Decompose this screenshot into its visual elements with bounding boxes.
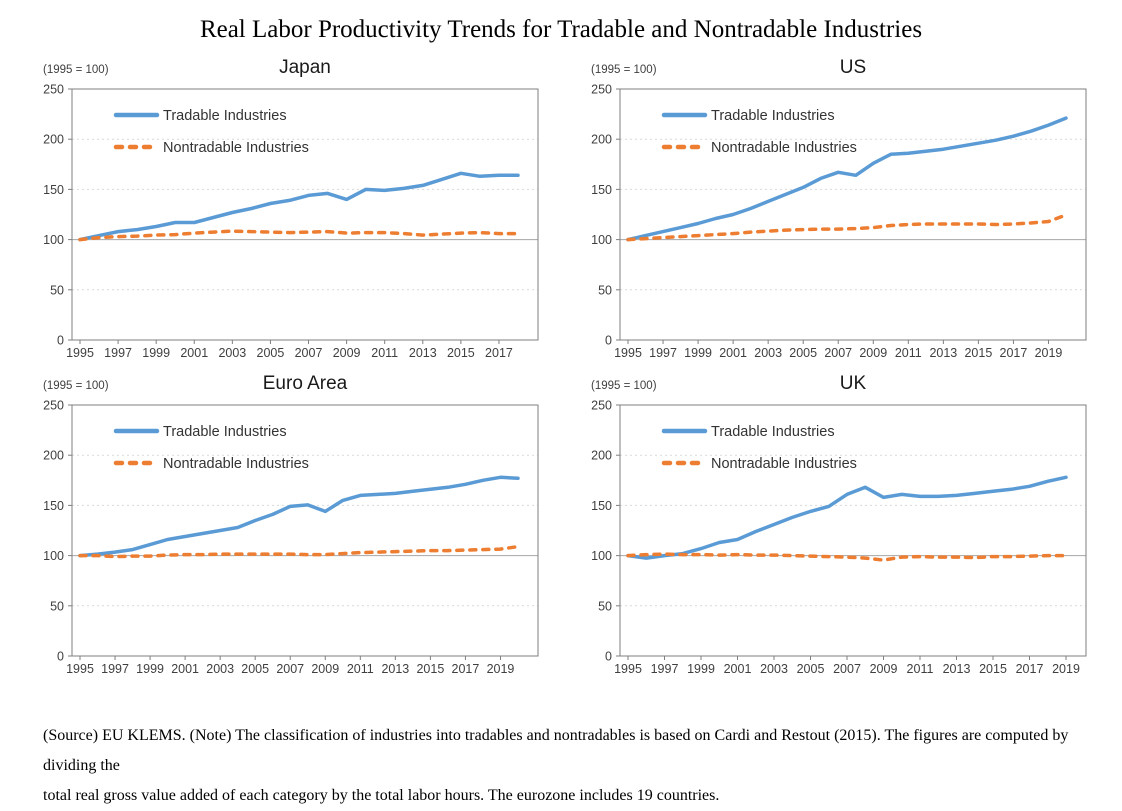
legend-tradable-label: Tradable Industries xyxy=(711,424,835,440)
chart-title-japan: Japan xyxy=(279,57,331,78)
x-axis-label: 2003 xyxy=(760,662,788,676)
y-axis-label: 100 xyxy=(591,549,612,564)
chart-panel-uk xyxy=(578,373,1108,681)
y-axis-label: 100 xyxy=(43,549,64,564)
x-axis-label: 2001 xyxy=(719,346,748,360)
x-axis-label: 2013 xyxy=(929,346,958,360)
y-axis-label: 50 xyxy=(50,283,64,298)
axis-unit-note: (1995 = 100) xyxy=(43,380,109,392)
y-axis-label: 200 xyxy=(43,132,64,147)
x-axis-label: 1999 xyxy=(684,346,712,360)
chart-panel-us xyxy=(578,57,1108,365)
x-axis-label: 2007 xyxy=(824,346,853,360)
y-axis-label: 50 xyxy=(598,283,612,298)
chart-title-euro-area: Euro Area xyxy=(262,373,348,394)
y-axis-label: 200 xyxy=(591,448,612,463)
y-axis-label: 150 xyxy=(43,182,64,197)
x-axis-label: 2009 xyxy=(869,662,898,676)
x-axis-label: 2007 xyxy=(276,662,305,676)
y-axis-label: 250 xyxy=(43,398,64,413)
nontradable-line xyxy=(628,215,1066,240)
legend-nontradable-label: Nontradable Industries xyxy=(163,140,309,156)
chart-panel-japan xyxy=(30,57,560,365)
x-axis-label: 1999 xyxy=(687,662,715,676)
y-axis-label: 150 xyxy=(591,182,612,197)
x-axis-label: 2001 xyxy=(171,662,200,676)
x-axis-label: 2017 xyxy=(999,346,1028,360)
y-axis-label: 200 xyxy=(591,132,612,147)
chart-title-us: US xyxy=(839,57,867,78)
x-axis-label: 1999 xyxy=(136,662,164,676)
plot-us xyxy=(578,60,1108,365)
page-title: Real Labor Productivity Trends for Tradable and Nontradable Industries xyxy=(199,16,923,43)
y-axis-label: 250 xyxy=(591,398,612,413)
x-axis-label: 1995 xyxy=(614,346,642,360)
y-axis-label: 50 xyxy=(598,599,612,614)
nontradable-line xyxy=(80,547,518,557)
y-axis-label: 250 xyxy=(591,82,612,97)
x-axis-label: 1995 xyxy=(66,662,94,676)
x-axis-label: 2017 xyxy=(1015,662,1044,676)
y-axis-label: 150 xyxy=(43,498,64,513)
y-axis-label: 50 xyxy=(50,599,64,614)
x-axis-label: 1997 xyxy=(101,662,129,676)
x-axis-label: 2017 xyxy=(451,662,480,676)
x-axis-label: 2011 xyxy=(346,662,374,676)
y-axis-label: 150 xyxy=(591,498,612,513)
x-axis-label: 1997 xyxy=(649,346,677,360)
x-axis-label: 1995 xyxy=(66,346,94,360)
x-axis-label: 2009 xyxy=(332,346,361,360)
plot-japan xyxy=(30,60,560,365)
x-axis-label: 1999 xyxy=(142,346,171,360)
x-axis-label: 1997 xyxy=(650,662,679,676)
legend-nontradable-label: Nontradable Industries xyxy=(163,456,309,472)
axis-unit-note: (1995 = 100) xyxy=(591,380,657,392)
legend-nontradable-label: Nontradable Industries xyxy=(711,140,857,156)
plot-border xyxy=(620,405,1086,656)
x-axis-label: 2019 xyxy=(1052,662,1080,676)
plot-border xyxy=(72,89,538,340)
tradable-line xyxy=(628,477,1066,558)
x-axis-label: 2007 xyxy=(294,346,323,360)
x-axis-label: 2011 xyxy=(371,346,399,360)
x-axis-label: 2015 xyxy=(446,346,475,360)
chart-panel-euro-area xyxy=(30,373,560,681)
x-axis-label: 2005 xyxy=(256,346,285,360)
x-axis-label: 2013 xyxy=(381,662,410,676)
chart-title-uk: UK xyxy=(839,373,867,394)
y-axis-label: 100 xyxy=(591,233,612,248)
x-axis-label: 2019 xyxy=(486,662,515,676)
x-axis-label: 2005 xyxy=(241,662,270,676)
y-axis-label: 250 xyxy=(43,82,64,97)
y-axis-label: 200 xyxy=(43,448,64,463)
x-axis-label: 2011 xyxy=(894,346,922,360)
legend-tradable-label: Tradable Industries xyxy=(163,108,287,124)
plot-uk xyxy=(578,376,1108,681)
legend-tradable-label: Tradable Industries xyxy=(711,108,835,124)
tradable-line xyxy=(80,477,518,555)
x-axis-label: 2003 xyxy=(206,662,235,676)
axis-unit-note: (1995 = 100) xyxy=(591,64,657,76)
tradable-line xyxy=(628,118,1066,240)
nontradable-line xyxy=(80,231,518,240)
plot-border xyxy=(620,89,1086,340)
y-axis-label: 0 xyxy=(605,649,612,664)
source-note xyxy=(43,721,1113,811)
y-axis-label: 0 xyxy=(605,333,612,348)
legend-nontradable-label: Nontradable Industries xyxy=(711,456,857,472)
x-axis-label: 2013 xyxy=(942,662,971,676)
x-axis-label: 2003 xyxy=(218,346,247,360)
y-axis-label: 0 xyxy=(57,649,64,664)
source-note-line-2: total real gross value added of each category by the total labor hours. The eurozone includes 19 countries. xyxy=(43,787,720,804)
x-axis-label: 2019 xyxy=(1034,346,1063,360)
plot-border xyxy=(72,405,538,656)
x-axis-label: 2005 xyxy=(789,346,818,360)
x-axis-label: 2011 xyxy=(906,662,934,676)
x-axis-label: 2009 xyxy=(859,346,888,360)
y-axis-label: 100 xyxy=(43,233,64,248)
tradable-line xyxy=(80,173,518,239)
x-axis-label: 2015 xyxy=(979,662,1007,676)
x-axis-label: 2007 xyxy=(833,662,861,676)
legend-tradable-label: Tradable Industries xyxy=(163,424,287,440)
x-axis-label: 1997 xyxy=(104,346,132,360)
x-axis-label: 2015 xyxy=(416,662,445,676)
x-axis-label: 2003 xyxy=(754,346,783,360)
y-axis-label: 0 xyxy=(57,333,64,348)
x-axis-label: 2013 xyxy=(408,346,437,360)
source-note-line-1: (Source) EU KLEMS. (Note) The classification of industries into tradables and nontradables is based on Cardi and Restout (2015). The figures are computed by dividing the xyxy=(43,727,1069,774)
nontradable-line xyxy=(628,554,1066,560)
plot-euro-area xyxy=(30,376,560,681)
x-axis-label: 2005 xyxy=(796,662,825,676)
x-axis-label: 2017 xyxy=(485,346,513,360)
x-axis-label: 2009 xyxy=(311,662,340,676)
x-axis-label: 1995 xyxy=(614,662,642,676)
axis-unit-note: (1995 = 100) xyxy=(43,64,109,76)
x-axis-label: 2001 xyxy=(180,346,209,360)
x-axis-label: 2001 xyxy=(723,662,752,676)
x-axis-label: 2015 xyxy=(964,346,993,360)
